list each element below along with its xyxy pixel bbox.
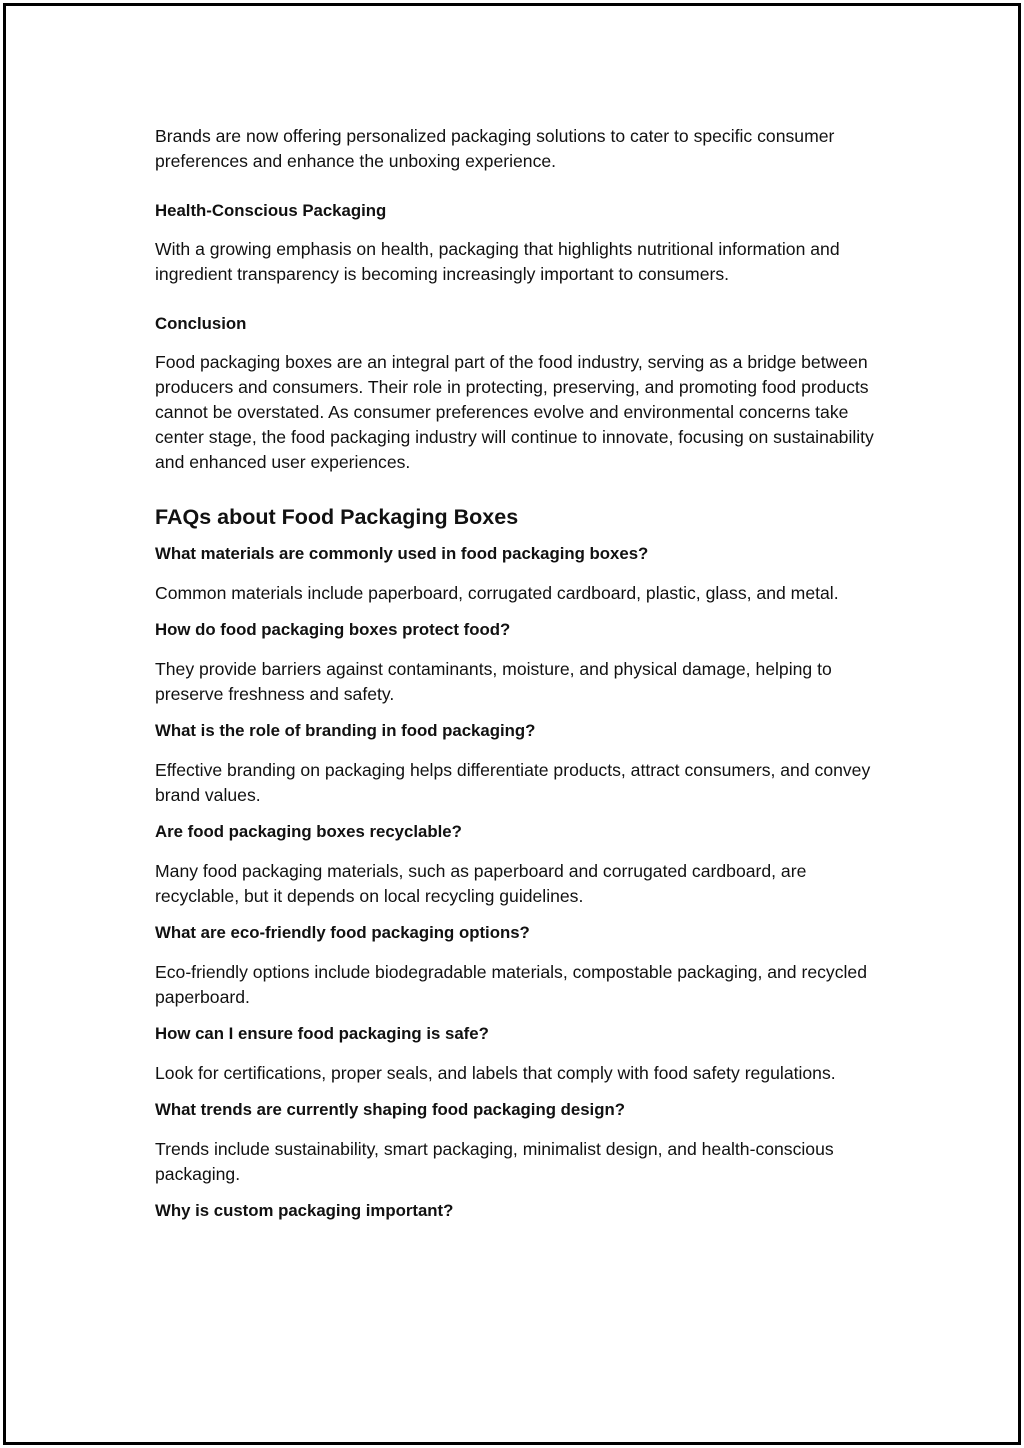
faq-answer: Eco-friendly options include biodegradable materials, compostable packaging, and recycled paperboard. xyxy=(155,962,867,1007)
faq-question: What is the role of branding in food packaging? xyxy=(155,721,536,740)
faq-question: What trends are currently shaping food packaging design? xyxy=(155,1100,625,1119)
faq-question: Are food packaging boxes recyclable? xyxy=(155,822,462,841)
faq-question: What materials are commonly used in food packaging boxes? xyxy=(155,544,649,563)
faq-answer: Effective branding on packaging helps differentiate products, attract consumers, and convey brand values. xyxy=(155,760,871,805)
faq-item xyxy=(155,922,880,1010)
faq-item xyxy=(155,543,880,606)
intro-paragraph: Brands are now offering personalized packaging solutions to cater to specific consumer preferences and enhance the unboxing experience. xyxy=(155,126,835,171)
conclusion-heading: Conclusion xyxy=(155,314,247,333)
faq-item xyxy=(155,1200,880,1222)
conclusion-body: Food packaging boxes are an integral part of the food industry, serving as a bridge between producers and consumers. Their role in protecting, preserving, and promoting food products cannot be overstated. As consumer preferences evolve and environmental concerns take center stage, the food packaging industry will continue to innovate, focusing on sustainability and enhanced user experiences. xyxy=(155,352,874,472)
faq-answer: Common materials include paperboard, corrugated cardboard, plastic, glass, and metal. xyxy=(155,583,839,603)
faq-question: How can I ensure food packaging is safe? xyxy=(155,1024,489,1043)
faq-question: What are eco-friendly food packaging options? xyxy=(155,923,530,942)
faq-heading: FAQs about Food Packaging Boxes xyxy=(155,505,519,529)
health-section-body: With a growing emphasis on health, packaging that highlights nutritional information and ingredient transparency is becoming increasingly important to consumers. xyxy=(155,239,840,284)
faq-item xyxy=(155,1023,880,1086)
faq-answer: Trends include sustainability, smart packaging, minimalist design, and health-conscious packaging. xyxy=(155,1139,834,1184)
faq-question: How do food packaging boxes protect food? xyxy=(155,620,511,639)
faq-question: Why is custom packaging important? xyxy=(155,1201,454,1220)
faq-answer: They provide barriers against contaminants, moisture, and physical damage, helping to preserve freshness and safety. xyxy=(155,659,832,704)
faq-answer: Look for certifications, proper seals, and labels that comply with food safety regulations. xyxy=(155,1063,836,1083)
faq-item xyxy=(155,1099,880,1187)
health-section-heading: Health-Conscious Packaging xyxy=(155,201,387,220)
document-content xyxy=(155,124,880,1238)
faq-item xyxy=(155,619,880,707)
faq-list xyxy=(155,543,880,1222)
faq-item xyxy=(155,821,880,909)
faq-answer: Many food packaging materials, such as paperboard and corrugated cardboard, are recyclable, but it depends on local recycling guidelines. xyxy=(155,861,807,906)
faq-item xyxy=(155,720,880,808)
